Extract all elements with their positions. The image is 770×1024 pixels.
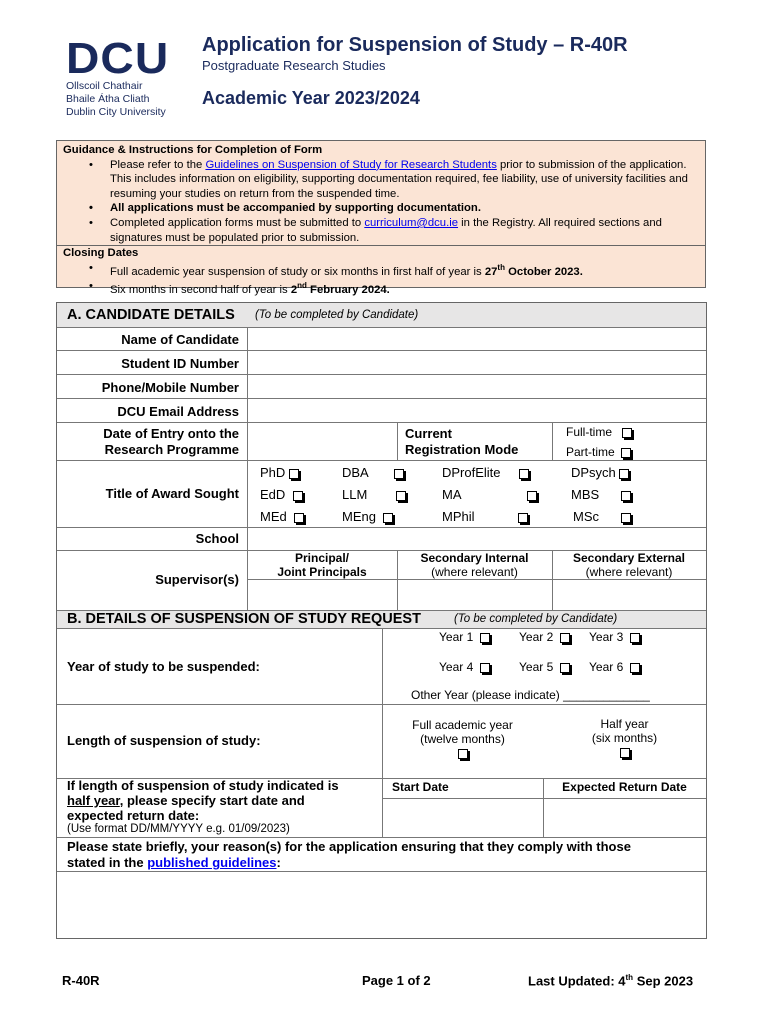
section-a-note: (To be completed by Candidate) — [255, 309, 419, 321]
year-2-option[interactable]: Year 2 — [519, 630, 570, 644]
logo-line-irish-2: Bhaile Átha Cliath — [66, 93, 150, 105]
award-meng[interactable]: MEng — [342, 509, 393, 524]
full-year-option[interactable]: Full academic year (twelve months) — [382, 718, 543, 760]
guidance-heading: Guidance & Instructions for Completion of Form — [63, 144, 323, 156]
reasons-label: Please state briefly, your reason(s) for the application ensuring that they comply with those stated in the published guidelines: — [67, 839, 631, 870]
award-label: Title of Award Sought — [105, 486, 239, 501]
length-label: Length of suspension of study: — [67, 733, 261, 748]
footer-page-number: Page 1 of 2 — [362, 973, 431, 988]
parttime-checkbox[interactable] — [621, 448, 631, 458]
footer-last-updated: Last Updated: 4th Sep 2023 — [528, 973, 694, 989]
logo-line-english: Dublin City University — [66, 106, 166, 118]
date-format-hint: (Use format DD/MM/YYYY e.g. 01/09/2023) — [67, 823, 290, 835]
closing-date-item: • Full academic year suspension of study or six months in first half of year is 27th October 2023. — [63, 261, 699, 279]
email-label: DCU Email Address — [117, 404, 239, 419]
principal-supervisor-input[interactable] — [248, 580, 397, 610]
secondary-external-header: Secondary External (where relevant) — [572, 551, 686, 579]
supervisors-label: Supervisor(s) — [155, 572, 239, 587]
form-title: Application for Suspension of Study – R-40R — [202, 34, 628, 56]
school-input[interactable] — [248, 528, 706, 550]
student-id-input[interactable] — [248, 351, 706, 374]
name-of-candidate-label: Name of Candidate — [121, 332, 239, 347]
guidance-box — [56, 140, 706, 296]
other-year-field[interactable]: Other Year (please indicate) _____________ — [411, 688, 650, 702]
year-of-study-label: Year of study to be suspended: — [67, 659, 260, 674]
academic-year: Academic Year 2023/2024 — [202, 88, 420, 108]
parttime-option[interactable]: Part-time — [566, 445, 631, 459]
name-input[interactable] — [248, 328, 706, 350]
award-phd[interactable]: PhD — [260, 465, 299, 480]
award-dpsych[interactable]: DPsych — [571, 465, 629, 480]
guidance-item: • Please refer to the Guidelines on Suspension of Study for Research Students prior to submission of the application. This includes information on eligibility, supporting documentation required, fee liability, use of university facilities and resuming your studies on return from the suspended time. — [63, 158, 699, 202]
school-label: School — [195, 531, 239, 546]
date-of-entry-label: Date of Entry onto the Research Programme — [103, 426, 239, 457]
email-link[interactable]: curriculum@dcu.ie — [364, 216, 459, 229]
award-dba[interactable]: DBA — [342, 465, 404, 480]
year-4-option[interactable]: Year 4 — [439, 660, 490, 674]
section-a-title: A. CANDIDATE DETAILS — [67, 307, 235, 323]
award-msc[interactable]: MSc — [573, 509, 631, 524]
application-form — [56, 302, 707, 939]
guidelines-link[interactable]: Guidelines on Suspension of Study for Research Students — [205, 158, 497, 171]
phone-label: Phone/Mobile Number — [101, 380, 239, 395]
guidance-item: • All applications must be accompanied by supporting documentation. — [63, 201, 699, 216]
year-3-option[interactable]: Year 3 — [589, 630, 640, 644]
section-b-title: B. DETAILS OF SUSPENSION OF STUDY REQUEST — [67, 611, 421, 627]
award-mbs[interactable]: MBS — [571, 487, 631, 502]
form-subtitle: Postgraduate Research Studies — [202, 58, 386, 73]
published-guidelines-link[interactable]: published guidelines — [147, 855, 277, 870]
dcu-logo: DCU — [66, 34, 170, 83]
closing-date-item: • Six months in second half of year is 2nd February 2024. — [63, 279, 699, 297]
award-dprofelite[interactable]: DProfElite — [442, 465, 529, 480]
award-edd[interactable]: EdD — [260, 487, 303, 502]
year-1-option[interactable]: Year 1 — [439, 630, 490, 644]
closing-dates-heading: Closing Dates — [63, 247, 139, 260]
fulltime-option[interactable]: Full-time — [566, 425, 632, 439]
return-date-header: Expected Return Date — [562, 780, 687, 794]
student-id-label: Student ID Number — [121, 356, 239, 371]
date-of-entry-input[interactable] — [248, 423, 397, 460]
start-date-header: Start Date — [392, 780, 449, 794]
secondary-internal-header: Secondary Internal (where relevant) — [420, 551, 529, 579]
award-mphil[interactable]: MPhil — [442, 509, 528, 524]
fulltime-checkbox[interactable] — [622, 428, 632, 438]
secondary-external-input[interactable] — [553, 580, 706, 610]
guidance-item: • Completed application forms must be submitted to curriculum@dcu.ie in the Registry. All required sections and signatures must be populated prior to submission. — [63, 216, 699, 245]
footer-form-code: R-40R — [62, 973, 100, 988]
secondary-internal-input[interactable] — [398, 580, 552, 610]
half-year-question: If length of suspension of study indicated is half year, please specify start date and expected return date: — [67, 778, 339, 823]
award-llm[interactable]: LLM — [342, 487, 406, 502]
phone-input[interactable] — [248, 375, 706, 398]
award-ma[interactable]: MA — [442, 487, 537, 502]
award-med[interactable]: MEd — [260, 509, 304, 524]
year-6-option[interactable]: Year 6 — [589, 660, 640, 674]
section-b-note: (To be completed by Candidate) — [454, 613, 618, 625]
return-date-input[interactable] — [544, 799, 706, 837]
half-year-option[interactable]: Half year (six months) — [543, 717, 706, 759]
year-5-option[interactable]: Year 5 — [519, 660, 570, 674]
start-date-input[interactable] — [383, 799, 543, 837]
logo-line-irish-1: Ollscoil Chathair — [66, 80, 143, 92]
email-input[interactable] — [248, 399, 706, 422]
reasons-textarea[interactable] — [58, 872, 705, 938]
registration-mode-label: Current Registration Mode — [405, 426, 519, 457]
principal-header: Principal/ Joint Principals — [277, 551, 367, 579]
